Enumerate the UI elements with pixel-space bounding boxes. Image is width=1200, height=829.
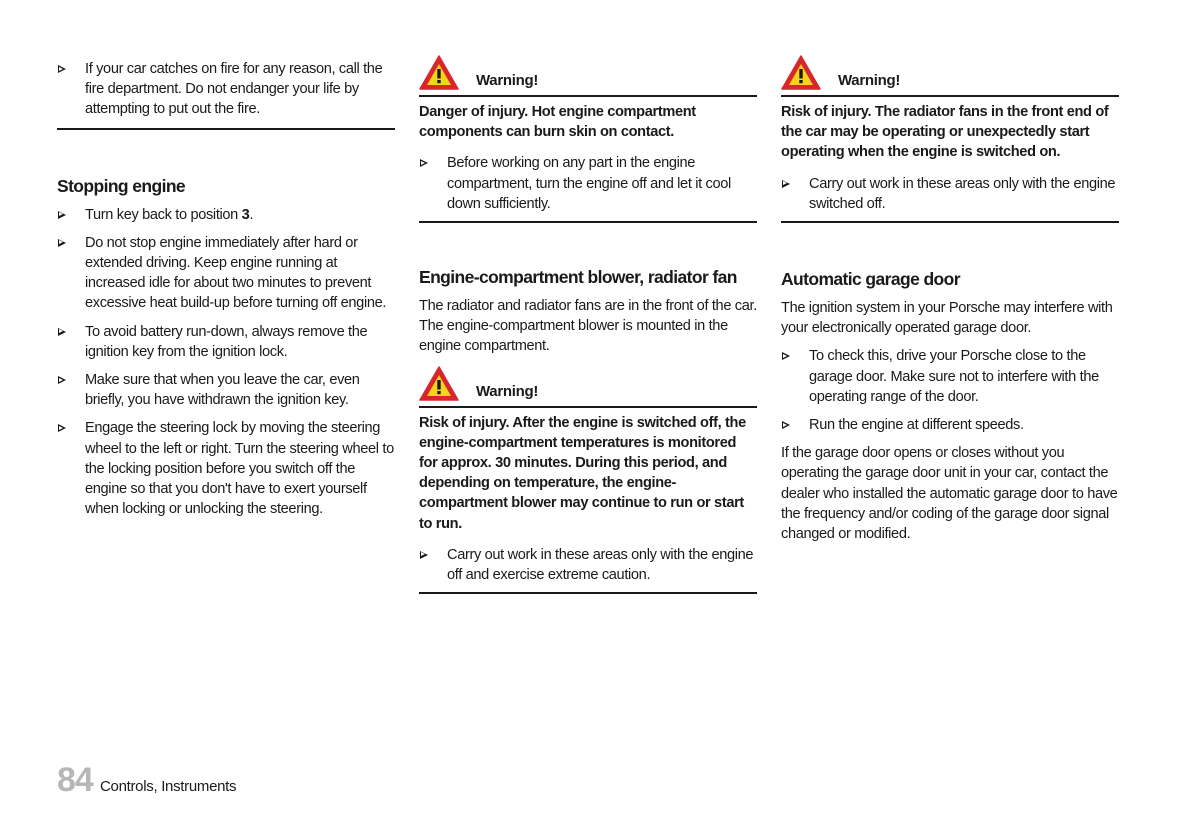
garage-outro: If the garage door opens or closes without you operating the garage door unit in your car, contact the dealer who installed the automatic garage door to have the frequency and/or coding of the garage door signal changed or modified. (781, 445, 1118, 543)
warning-triangle-icon (419, 366, 459, 401)
list-item-text: Engage the steering lock by moving the steering wheel to the left or right. Turn the steering wheel to the locking position before you switch off the engine so that you don't have to exert yourself when locking or unlocking the steering. (85, 420, 394, 518)
triangle-bullet-icon (420, 551, 428, 559)
stopping-engine-heading: Stopping engine (57, 175, 186, 196)
warning-header (419, 366, 757, 408)
blower-text: The radiator and radiator fans are in the front of the car. The engine-compartment blower is mounted in the engine compartment. (419, 298, 757, 355)
turn-key-suffix: . (249, 206, 254, 223)
warning-triangle-icon (781, 55, 821, 90)
section-divider (419, 592, 757, 594)
warning-bullet (781, 174, 1119, 214)
triangle-bullet-icon (782, 180, 790, 188)
list-item (781, 346, 1119, 407)
list-item-text: Do not stop engine immediately after hard or extended driving. Keep engine running at increased idle for about two minutes to prevent excessive heat build-up before turning off engine. (85, 234, 387, 312)
list-item-text: To avoid battery run-down, always remove the ignition key from the ignition lock. (85, 323, 368, 360)
triangle-bullet-icon (58, 211, 66, 219)
warning-text: Danger of injury. Hot engine compartment components can burn skin on contact. (419, 104, 696, 141)
list-item-text: Make sure that when you leave the car, even briefly, you have withdrawn the ignition key. (85, 372, 360, 409)
warning-bullet (419, 545, 757, 585)
page-number: 84 (57, 761, 93, 799)
blower-heading: Engine-compartment blower, radiator fan (419, 267, 737, 288)
list-item (781, 415, 1119, 435)
warning-bullet-text: Carry out work in these areas only with the engine switched off. (809, 175, 1116, 212)
warning-bullet (419, 153, 757, 214)
warning-text: Risk of injury. The radiator fans in the front end of the car may be operating or unexpectedly start operating when the engine is switched on. (781, 104, 1109, 161)
fire-bullet (57, 59, 395, 120)
triangle-bullet-icon (58, 239, 66, 247)
garage-intro: The ignition system in your Porsche may interfere with your electronically operated garage door. (781, 300, 1113, 337)
section-label: Controls, Instruments (100, 778, 237, 795)
section-divider (57, 128, 395, 130)
warning-header (781, 55, 1119, 97)
list-item-text: To check this, drive your Porsche close to the garage door. Make sure not to interfere with the operating range of the door. (809, 348, 1099, 405)
column-3 (781, 55, 1119, 544)
section-divider (781, 221, 1119, 223)
key-position: 3 (241, 206, 250, 223)
warning-label: Warning! (476, 72, 539, 89)
fire-bullet-text: If your car catches on fire for any reason, call the fire department. Do not endanger your life by attempting to put out the fire. (85, 61, 383, 118)
section-divider (419, 221, 757, 223)
list-item (57, 322, 395, 362)
column-2 (419, 55, 757, 594)
triangle-bullet-icon (58, 376, 66, 384)
triangle-bullet-icon (58, 65, 66, 73)
warning-label: Warning! (838, 72, 901, 89)
triangle-bullet-icon (782, 421, 790, 429)
warning-text: Risk of injury. After the engine is switched off, the engine-compartment temperatures is monitored for approx. 30 minutes. During this period, and depending on temperature, the engine-compartment blower may continue to run or start to run. (419, 414, 746, 532)
list-item (57, 233, 395, 314)
triangle-bullet-icon (58, 424, 66, 432)
warning-label: Warning! (476, 382, 539, 400)
warning-header (419, 55, 757, 97)
list-item (57, 370, 395, 410)
column-1 (57, 55, 395, 519)
turn-key-text: Turn key back to position (85, 206, 242, 223)
warning-bullet-text: Before working on any part in the engine compartment, turn the engine off and let it cool down sufficiently. (447, 155, 731, 212)
triangle-bullet-icon (58, 328, 66, 336)
triangle-bullet-icon (782, 352, 790, 360)
list-item-text: Run the engine at different speeds. (809, 417, 1024, 434)
triangle-bullet-icon (420, 159, 428, 167)
turn-key-bullet (57, 205, 395, 225)
list-item (57, 418, 395, 519)
garage-door-heading: Automatic garage door (781, 269, 960, 290)
warning-triangle-icon (419, 55, 459, 90)
warning-bullet-text: Carry out work in these areas only with the engine off and exercise extreme caution. (447, 546, 754, 584)
